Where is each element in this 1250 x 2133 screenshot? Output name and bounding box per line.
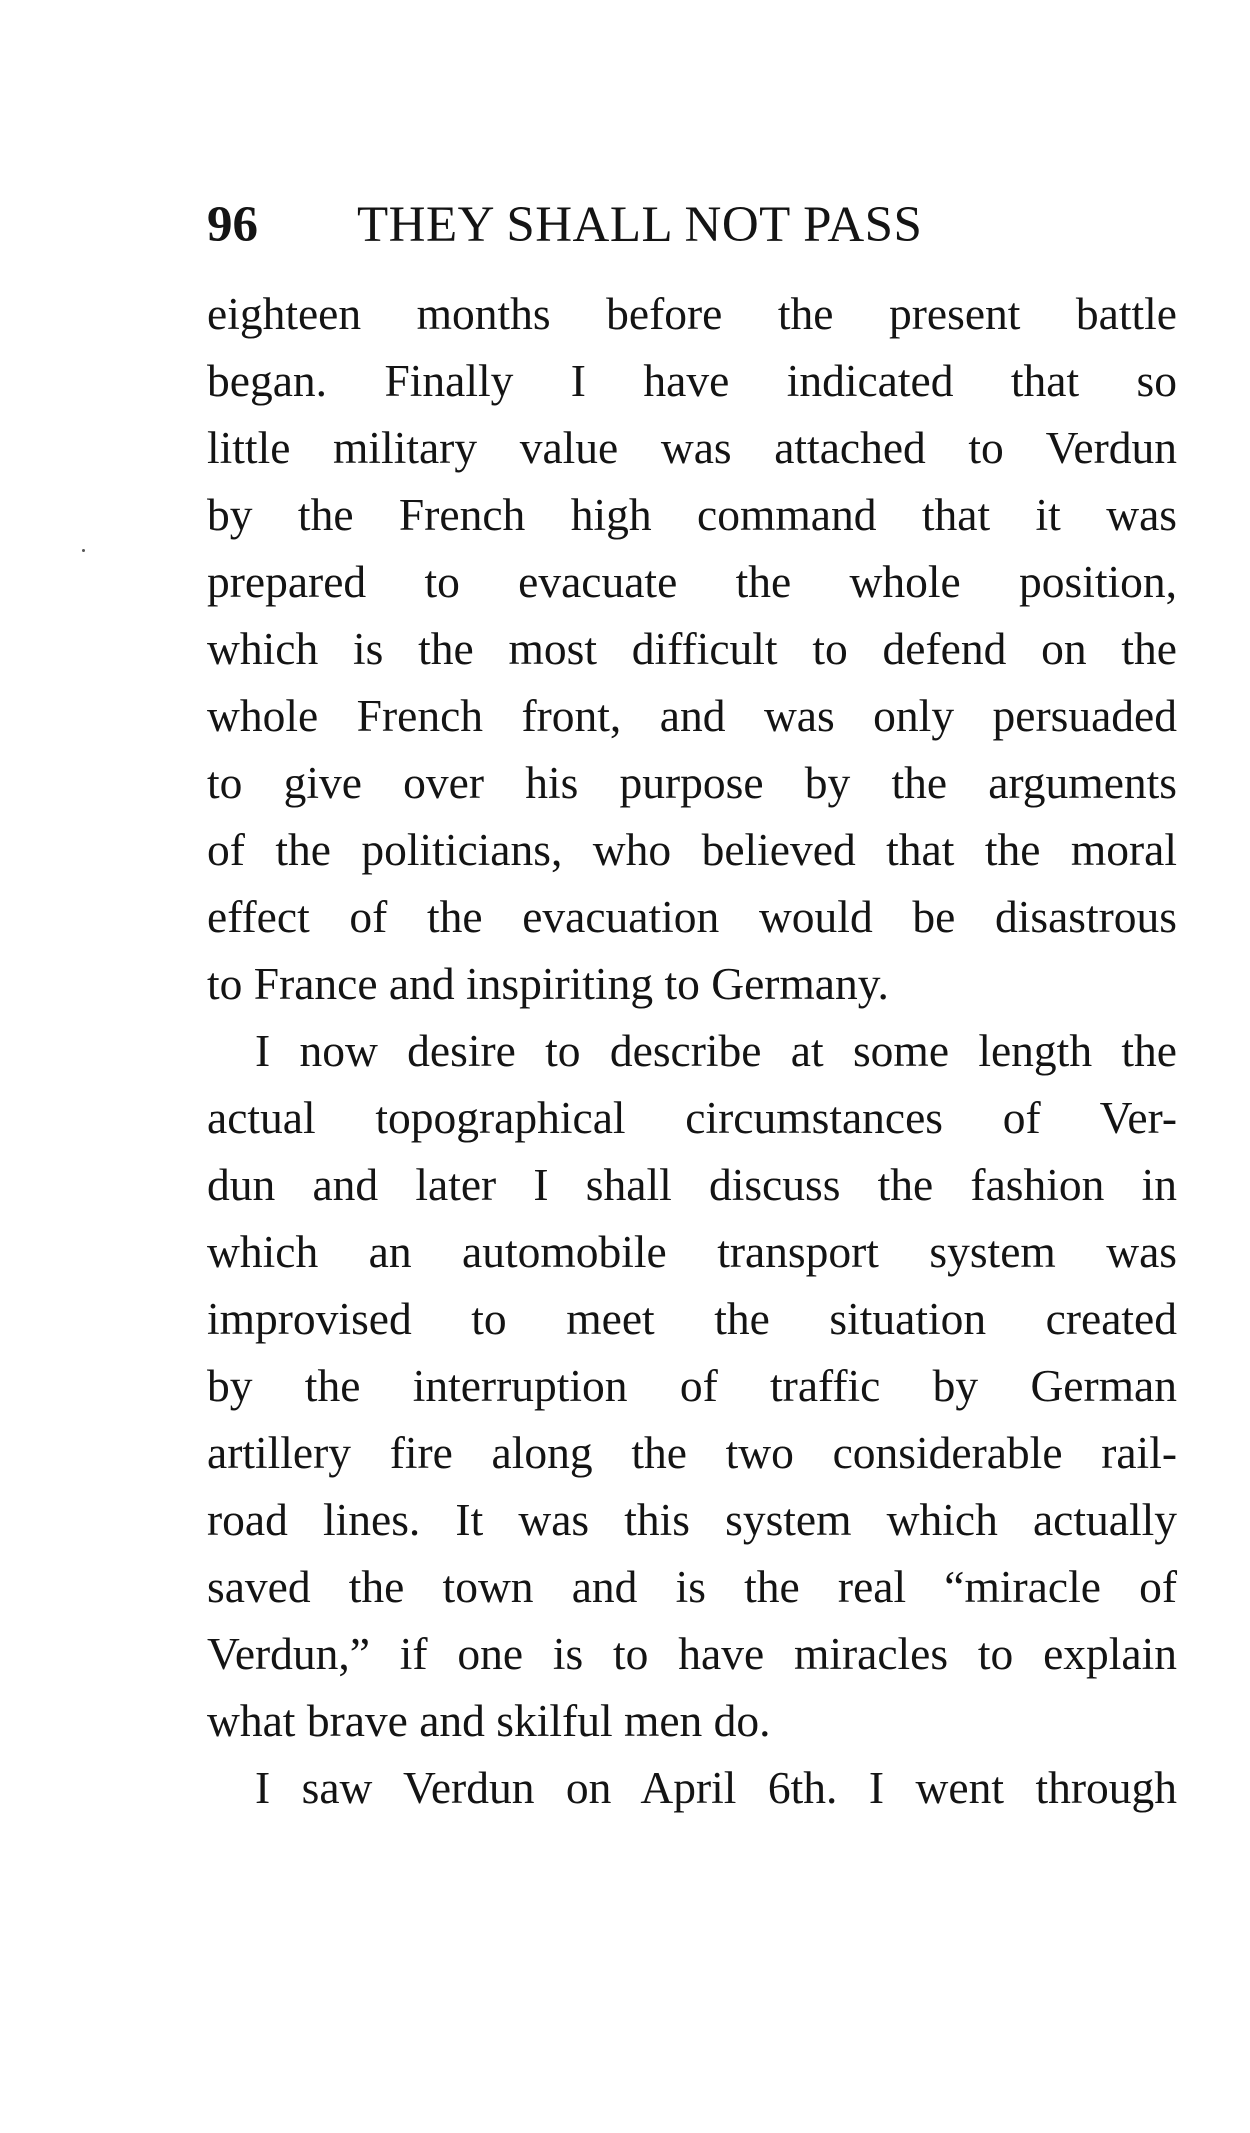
paragraph-2 <box>207 1017 1177 1754</box>
running-title: THEY SHALL NOT PASS <box>357 197 923 253</box>
text-line: to France and inspiriting to Germany. <box>207 958 889 1009</box>
paragraph-3 <box>207 1754 1177 1821</box>
text-line: saved the town and is the real “miracle of <box>207 1561 1177 1612</box>
text-line: artillery fire along the two considerable rail- <box>207 1427 1177 1478</box>
text-line: by the French high command that it was <box>207 489 1177 540</box>
body-text <box>207 280 1177 1821</box>
text-line: what brave and skilful men do. <box>207 1695 771 1746</box>
text-line: to give over his purpose by the arguments <box>207 757 1177 808</box>
text-line: little military value was attached to Verdun <box>207 422 1177 473</box>
text-line: which is the most difficult to defend on the <box>207 623 1177 674</box>
text-line: actual topographical circumstances of Ver- <box>207 1092 1177 1143</box>
text-line: by the interruption of traffic by German <box>207 1360 1177 1411</box>
text-line: improvised to meet the situation created <box>207 1293 1177 1344</box>
text-line: eighteen months before the present battle <box>207 288 1177 339</box>
text-line: I saw Verdun on April 6th. I went through <box>255 1762 1177 1813</box>
page-number: 96 <box>207 197 258 253</box>
text-line: began. Finally I have indicated that so <box>207 355 1177 406</box>
text-line: which an automobile transport system was <box>207 1226 1177 1277</box>
text-line: whole French front, and was only persuaded <box>207 690 1177 741</box>
text-line: road lines. It was this system which actually <box>207 1494 1177 1545</box>
text-line: I now desire to describe at some length the <box>255 1025 1177 1076</box>
text-line: of the politicians, who believed that the moral <box>207 824 1177 875</box>
scan-speck <box>82 549 85 552</box>
text-line: effect of the evacuation would be disastrous <box>207 891 1177 942</box>
text-line: Verdun,” if one is to have miracles to explain <box>207 1628 1177 1679</box>
text-line: prepared to evacuate the whole position, <box>207 556 1177 607</box>
paragraph-1 <box>207 280 1177 1017</box>
text-line: dun and later I shall discuss the fashion in <box>207 1159 1177 1210</box>
running-head <box>207 195 1187 255</box>
